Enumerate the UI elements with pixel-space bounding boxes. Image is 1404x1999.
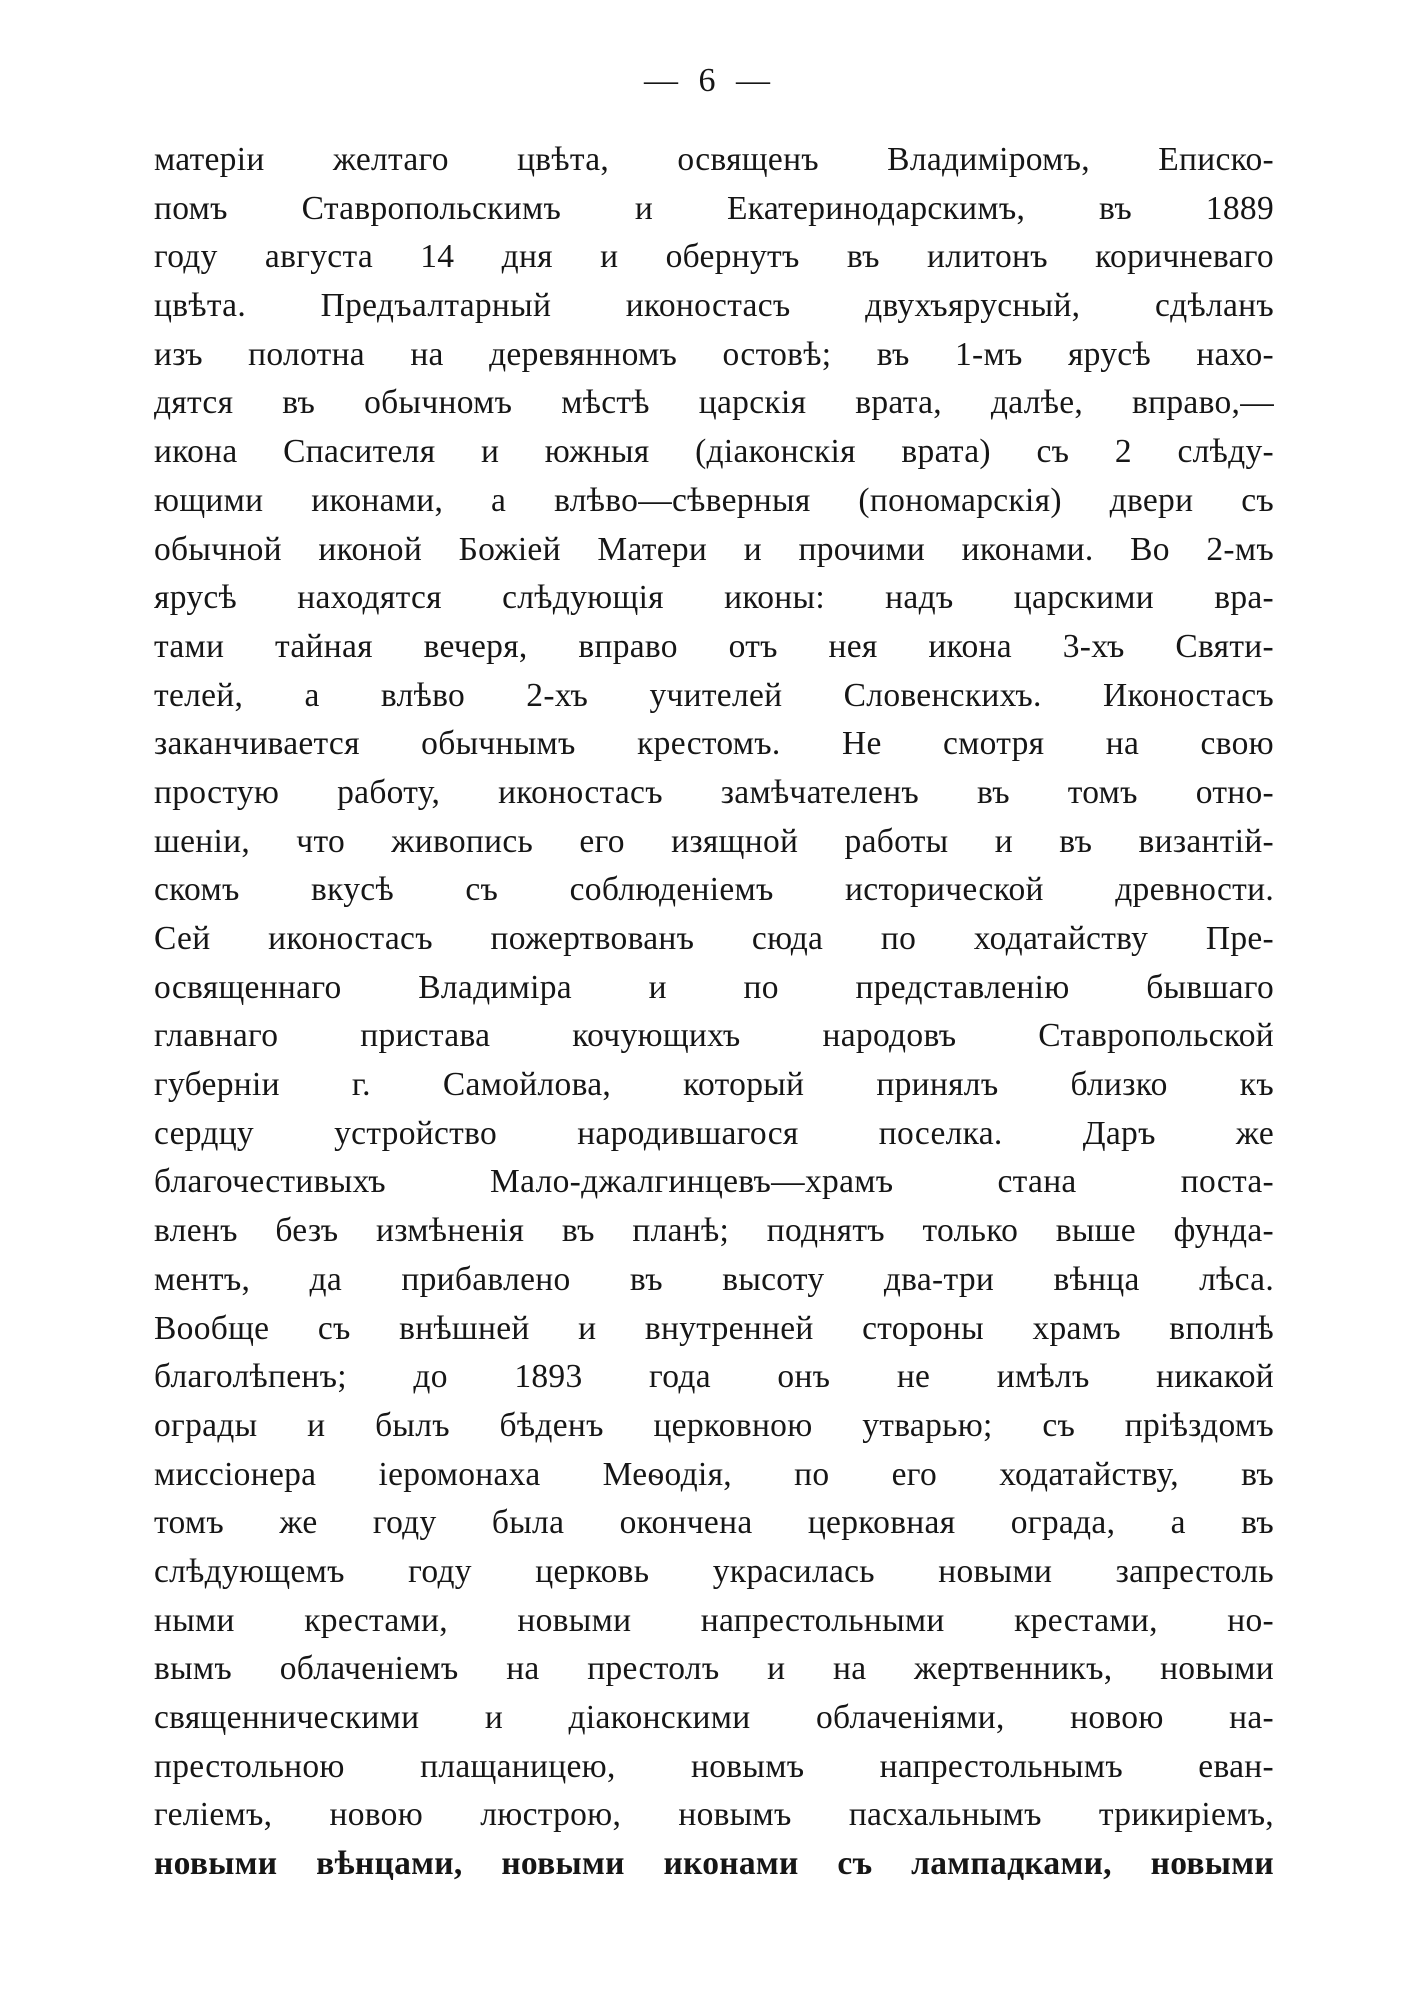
body-text [154, 136, 1274, 1889]
text-line: благочестивыхъ Мало-джалгинцевъ—храмъ стана поста- [154, 1163, 1274, 1201]
page-number: — 6 — [644, 62, 776, 99]
text-line: скомъ вкусѣ съ соблюденіемъ исторической древности. [154, 871, 1274, 909]
text-line: сердцу устройство народившагося поселка. Даръ же [154, 1114, 1274, 1152]
text-line: телей, а влѣво 2-хъ учителей Словенскихъ. Иконостасъ [154, 676, 1274, 714]
text-line: Сей иконостасъ пожертвованъ сюда по ходатайству Пре- [154, 920, 1274, 957]
text-line: изъ полотна на деревянномъ остовѣ; въ 1-мъ ярусѣ нахо- [154, 335, 1274, 373]
text-line: ными крестами, новыми напрестольными крестами, но- [154, 1601, 1274, 1639]
text-line: ограды и былъ бѣденъ церковною утварью; съ пріѣздомъ [154, 1406, 1274, 1444]
text-line: икона Спасителя и южныя (діаконскія врата) съ 2 слѣду- [154, 433, 1274, 471]
text-line: ющими иконами, а влѣво—сѣверныя (пономарскія) двери съ [154, 481, 1274, 519]
text-line: миссіонера іеромонаха Меѳодія, по его ходатайству, въ [154, 1455, 1274, 1493]
text-line: заканчивается обычнымъ крестомъ. Не смотря на свою [154, 725, 1274, 763]
text-line: вымъ облаченіемъ на престолъ и на жертвенникъ, новыми [154, 1650, 1274, 1688]
text-line: году августа 14 дня и обернутъ въ илитонъ коричневаго [154, 238, 1274, 276]
text-line: главнаго пристава кочующихъ народовъ Ставропольской [154, 1017, 1274, 1055]
text-line: ментъ, да прибавлено въ высоту два-три вѣнца лѣса. [154, 1260, 1274, 1298]
text-line: томъ же году была окончена церковная ограда, а въ [154, 1504, 1274, 1542]
text-line: престольною плащаницею, новымъ напрестольнымъ еван- [154, 1747, 1274, 1785]
text-line: священническими и діаконскими облаченіями, новою на- [154, 1699, 1274, 1736]
text-line: матеріи желтаго цвѣта, освященъ Владиміромъ, Еписко- [154, 141, 1274, 178]
text-line: тами тайная вечеря, вправо отъ нея икона 3-хъ Святи- [154, 627, 1274, 665]
text-line: ярусѣ находятся слѣдующія иконы: надъ царскими вра- [154, 579, 1274, 617]
text-line: Вообще съ внѣшней и внутренней стороны храмъ вполнѣ [154, 1309, 1274, 1347]
text-line: помъ Ставропольскимъ и Екатеринодарскимъ, въ 1889 [154, 189, 1274, 227]
text-line: освященнаго Владиміра и по представленію бывшаго [154, 968, 1274, 1006]
text-line: обычной иконой Божіей Матери и прочими иконами. Во 2-мъ [154, 530, 1274, 568]
text-line: слѣдующемъ году церковь украсилась новыми запрестоль [154, 1552, 1274, 1590]
text-line: цвѣта. Предъалтарный иконостасъ двухъярусный, сдѣланъ [154, 287, 1274, 325]
text-line: дятся въ обычномъ мѣстѣ царскія врата, далѣе, вправо,— [154, 384, 1274, 422]
text-line: шеніи, что живопись его изящной работы и въ византій- [154, 822, 1274, 860]
text-line: вленъ безъ измѣненія въ планѣ; поднятъ только выше фунда- [154, 1212, 1274, 1250]
text-line: новыми вѣнцами, новыми иконами съ лампадками, новыми [154, 1845, 1274, 1883]
text-line: благолѣпенъ; до 1893 года онъ не имѣлъ никакой [154, 1358, 1274, 1396]
text-line: губерніи г. Самойлова, который принялъ близко къ [154, 1066, 1274, 1104]
text-line: геліемъ, новою люстрою, новымъ пасхальнымъ трикиріемъ, [154, 1796, 1274, 1834]
text-line: простую работу, иконостасъ замѣчателенъ въ томъ отно- [154, 773, 1274, 811]
